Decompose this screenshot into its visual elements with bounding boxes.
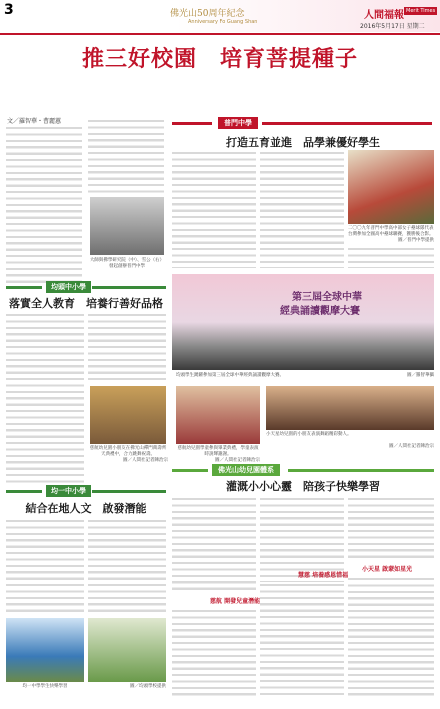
bottom-photo1	[6, 618, 84, 682]
junyi-photo3-caption: 小天星幼兒園的小朋友表演舞蹈精彩動人。	[266, 432, 352, 437]
junyi-bottom-rule-right	[92, 490, 166, 493]
junyi-text-col1	[6, 312, 84, 487]
kg-rule-right	[288, 469, 434, 472]
issue-date: 2016年5月17日 星期二	[360, 23, 425, 30]
pumen-rule-right	[262, 122, 432, 125]
ciyuan-text	[172, 608, 256, 698]
junyi-rule	[6, 286, 42, 289]
junyi-photo3	[266, 386, 434, 430]
ciyuan-tag: 慈航 開發兒童潛能	[210, 598, 261, 605]
bottom-photo2-caption: 圖／均頭學校提供	[130, 684, 166, 689]
junyi-photo3-credit: 圖／人間社記者陳治宗	[389, 444, 434, 449]
banner-line2: 經典誦讀觀摩大賽	[280, 306, 360, 317]
header-rule	[0, 33, 440, 35]
pumen-heading: 打造五育並進 品學兼優好學生	[226, 136, 380, 149]
anniversary-title: 佛光山50周年紀念	[170, 9, 245, 19]
junyi-photo1	[90, 386, 166, 444]
junyi-bottom-text-col2	[88, 518, 166, 614]
pumen-rule	[172, 122, 212, 125]
huiyun-text	[260, 582, 344, 698]
pumen-text-col3	[348, 246, 434, 268]
banner-caption: 均頭學生踴躍參加第三屆全球中華經典誦讀觀摩大賽。	[176, 373, 284, 378]
xiaohua-tag: 小天星 啟蒙如星光	[362, 566, 413, 573]
pumen-text-col1	[172, 150, 256, 268]
masthead-badge: Merit Times	[406, 8, 436, 14]
kg-heading: 灌溉小小心靈 陪孩子快樂學習	[226, 480, 380, 493]
kg-rule	[172, 469, 208, 472]
xiaohua-text	[348, 576, 434, 698]
junyi-text-col2	[88, 312, 166, 382]
junyi-rule-right	[92, 286, 166, 289]
pumen-photo	[348, 150, 434, 224]
page-title: 推三好校園 培育菩提種子	[81, 47, 358, 72]
junyi-bottom-tag: 均一中小學	[46, 485, 91, 497]
masthead: 人間福報	[364, 10, 404, 21]
intro-text-col1	[6, 125, 82, 285]
byline: 文／羅智華・曹麗蕙	[7, 118, 62, 125]
pumen-photo-caption: 二〇〇九年普門中學高中部女子壘球隊代表台灣參加全國高中壘球聯賽，獲勝後合影。	[348, 226, 434, 237]
junyi-photo2-caption: 慈航幼兒園學童參與畢業典禮，學童表演時說聲謝謝。	[177, 446, 259, 457]
banner-photo	[172, 274, 434, 370]
page-number: 3	[4, 2, 14, 18]
junyi-bottom-text-col1	[6, 518, 84, 614]
bottom-photo2	[88, 618, 166, 682]
junyi-bottom-rule	[6, 490, 42, 493]
junyi-photo2	[176, 386, 260, 444]
huiyun-tag: 慧慈 培養感恩惜福	[298, 572, 349, 579]
kg-tag: 佛光山幼兒園體系	[212, 464, 280, 476]
junyi-bottom-heading: 結合在地人文 啟發潛能	[25, 502, 147, 515]
old-photo	[90, 197, 164, 255]
banner-line1: 第三屆全球中華	[292, 292, 362, 303]
junyi-top-heading: 落實全人教育 培養行善好品格	[9, 297, 163, 310]
junyi-photo1-caption: 慈航幼兒園小朋友在佛光山禪門萬壽齊天典禮中，合力跳舞祝壽。	[89, 446, 167, 457]
bottom-photo1-caption: 均一中學學生快樂學習	[22, 684, 68, 689]
old-photo-caption: 大師與佛學研究院（中）、雪公（右）發起創辦普門中學	[89, 258, 165, 269]
junyi-photo2-credit: 圖／人間社記者陳治宗	[215, 458, 260, 463]
pumen-tag: 普門中學	[218, 117, 258, 129]
intro-text-col2	[88, 118, 164, 193]
anniversary-subtitle: Anniversary Fo Guang Shan	[188, 19, 258, 25]
junyi-photo1-credit: 圖／人間社記者陳治宗	[123, 458, 168, 463]
junyi-top-tag: 均頭中小學	[46, 281, 91, 293]
pumen-text-col2	[260, 150, 344, 268]
kg-text-col3	[348, 496, 434, 560]
banner-credit: 圖／羅智華攝	[407, 373, 434, 378]
kg-text-col1	[172, 496, 256, 592]
pumen-photo-credit: 圖／普門中學提供	[398, 238, 434, 243]
